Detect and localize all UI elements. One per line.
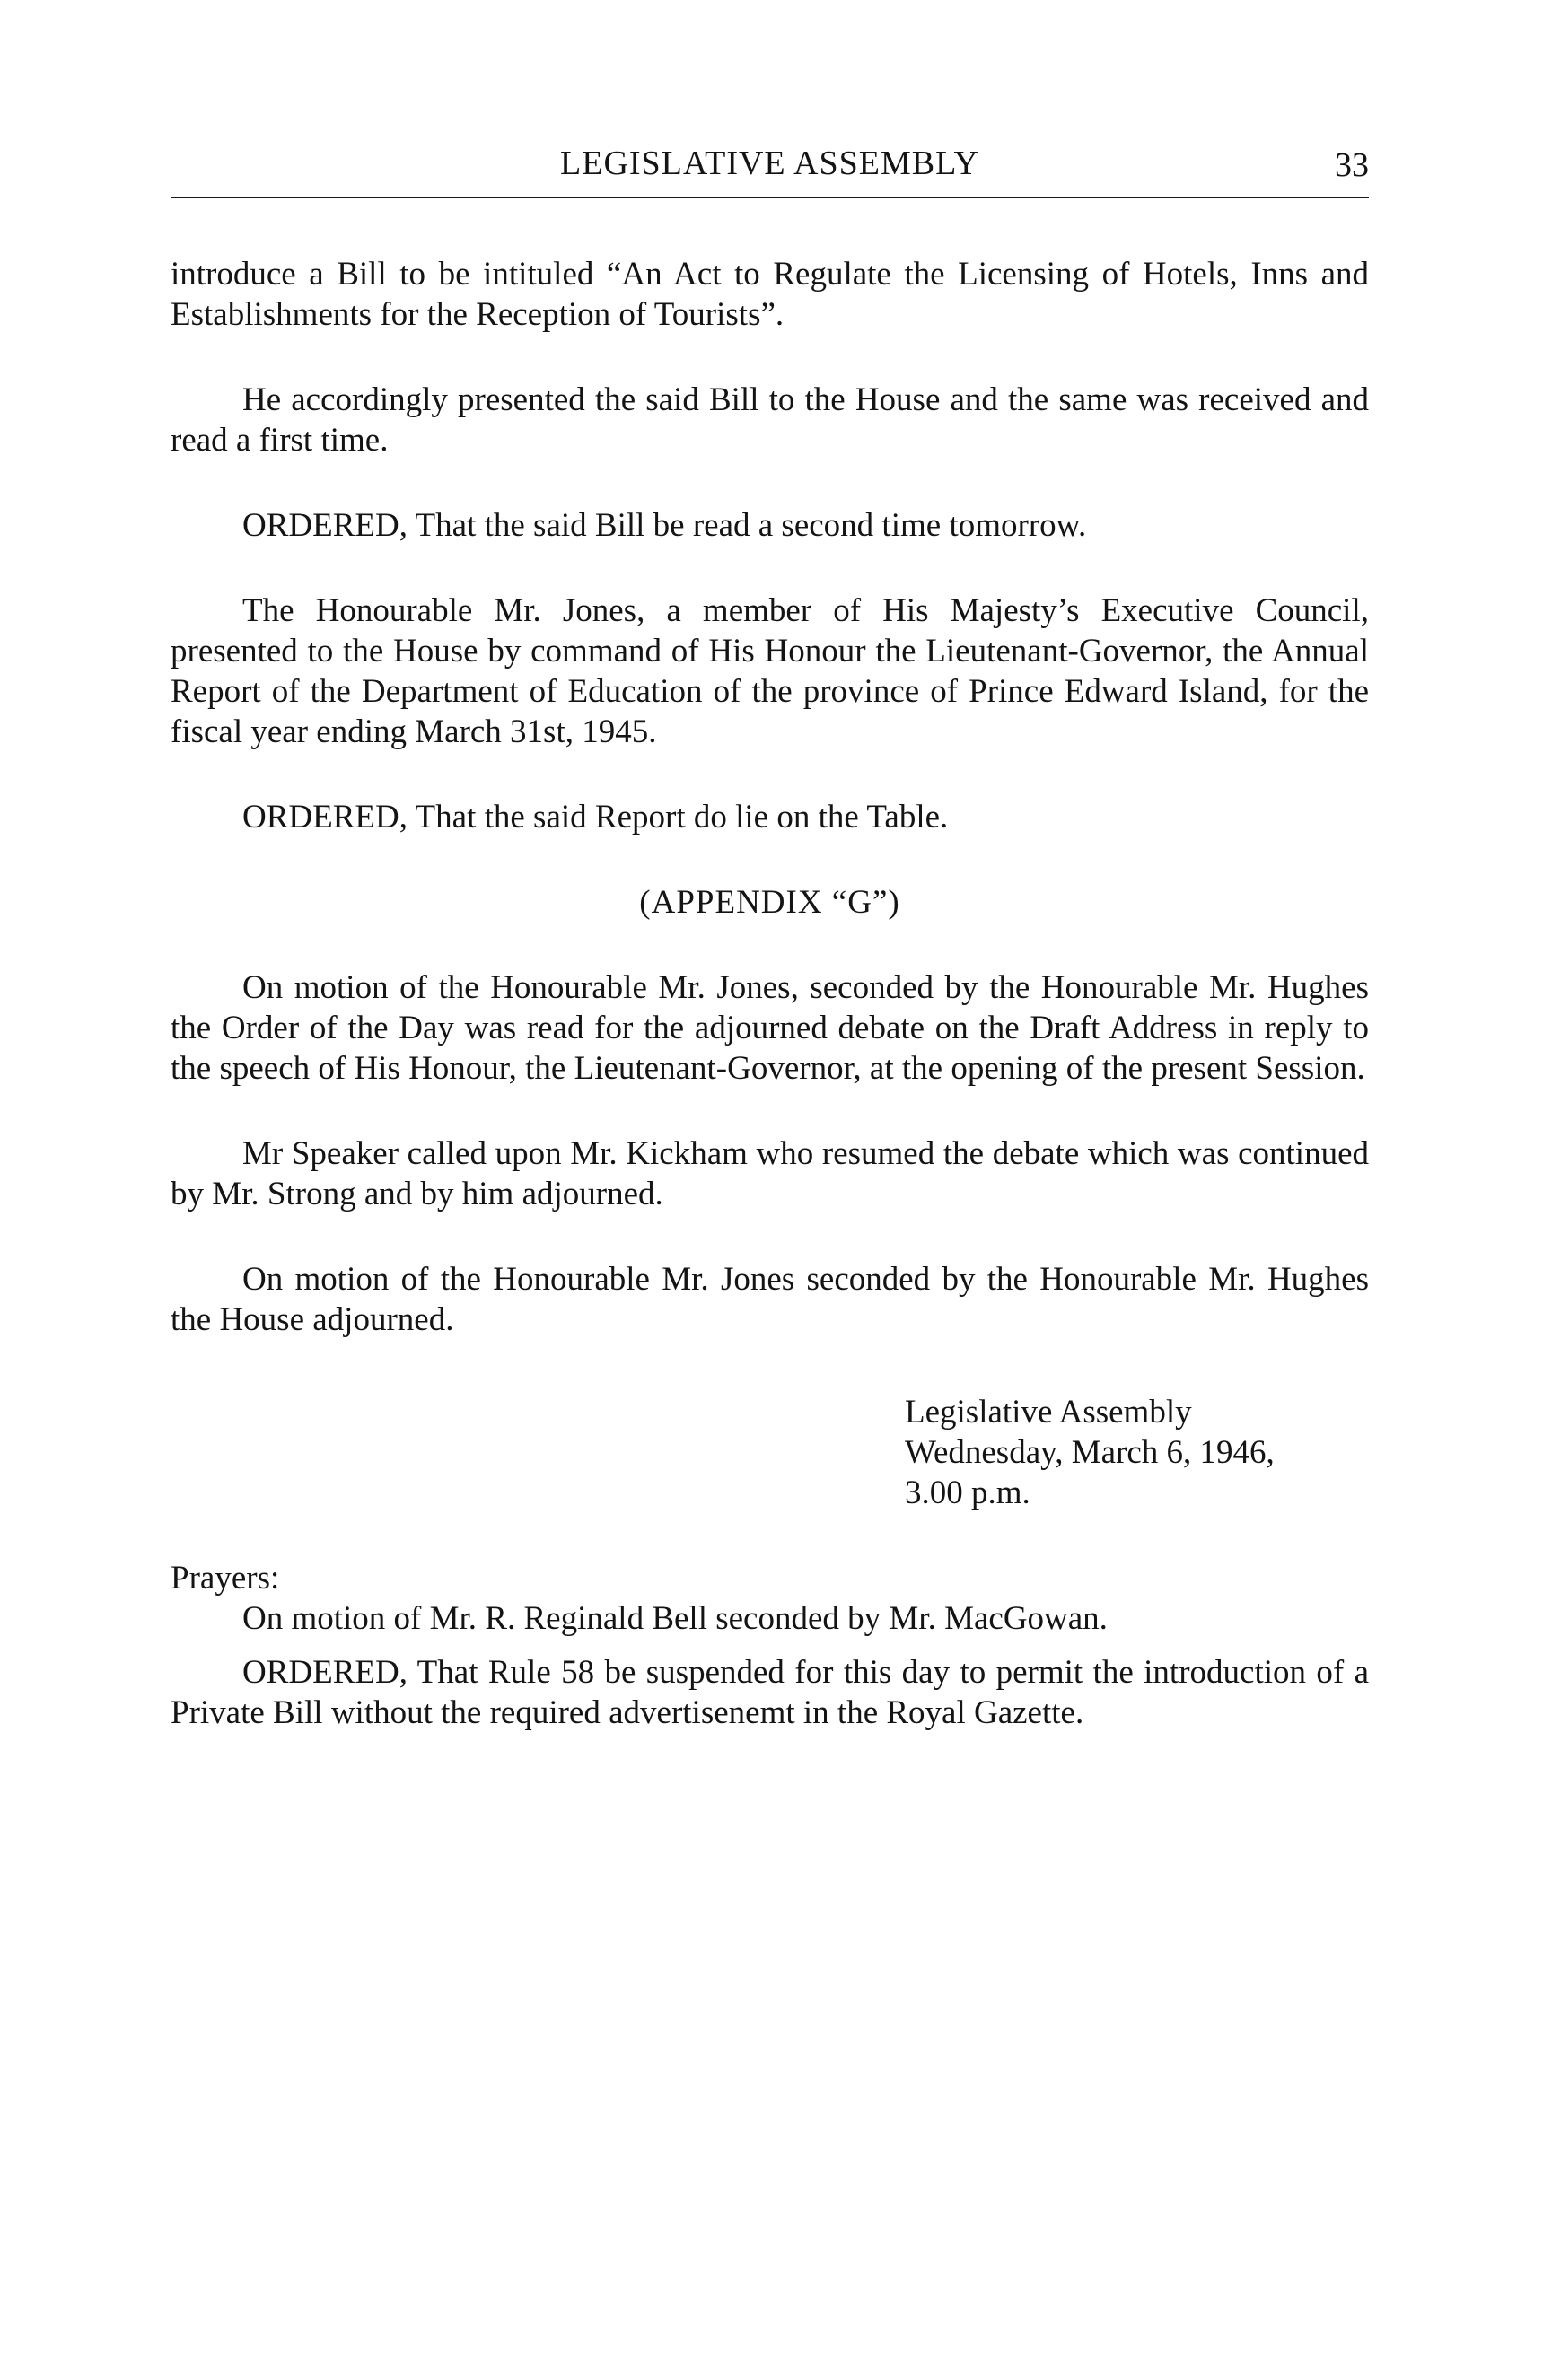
paragraph-bill-title: introduce a Bill to be intituled “An Act to Regulate the Licensing of Hotels, Inns and Establishments for the Reception of Tourists”.: [171, 256, 1369, 333]
session-date-block: [905, 1392, 1369, 1513]
paragraph-rule-suspended: ORDERED, That Rule 58 be suspended for this day to permit the introduction of a Private Bill without the required advertisenemt in the Royal Gazette.: [171, 1654, 1369, 1731]
paragraph-adjourned-debate: On motion of the Honourable Mr. Jones, seconded by the Honourable Mr. Hughes the Order of the Day was read for the adjourned debate on the Draft Address in reply to the speech of His Honour, the Lieutenant-Governor, at the opening of the present Session.: [171, 969, 1369, 1087]
prayers-label: Prayers:: [171, 1560, 280, 1597]
running-title: LEGISLATIVE ASSEMBLY: [560, 144, 979, 182]
paragraph-house-adjourned: On motion of the Honourable Mr. Jones seconded by the Honourable Mr. Hughes the House adjourned.: [171, 1261, 1369, 1338]
paragraph-ordered-second-reading: ORDERED, That the said Bill be read a second time tomorrow.: [242, 507, 1087, 544]
paragraph-ordered-report-table: ORDERED, That the said Report do lie on the Table.: [242, 799, 949, 836]
paragraph-debate-resumed: Mr Speaker called upon Mr. Kickham who resumed the debate which was continued by Mr. Strong and by him adjourned.: [171, 1135, 1369, 1212]
paragraph-bill-presented: He accordingly presented the said Bill to the House and the same was received and read a first time.: [171, 381, 1369, 459]
session-time: 3.00 p.m.: [905, 1474, 1030, 1511]
document-body: [171, 254, 1369, 1733]
header-rule: [171, 197, 1369, 198]
page-number: 33: [1335, 146, 1369, 184]
paragraph-motion-bell: On motion of Mr. R. Reginald Bell seconded by Mr. MacGowan.: [242, 1600, 1108, 1637]
session-place: Legislative Assembly: [905, 1394, 1192, 1431]
session-date: Wednesday, March 6, 1946,: [905, 1434, 1275, 1471]
paragraph-annual-report: The Honourable Mr. Jones, a member of His Majesty’s Executive Council, presented to the House by command of His Honour the Lieutenant-Governor, the Annual Report of the Department of Education of the province of Prince Edward Island, for the fiscal year ending March 31st, 1945.: [171, 592, 1369, 750]
appendix-heading: (APPENDIX “G”): [639, 884, 900, 921]
running-header: [171, 144, 1369, 197]
